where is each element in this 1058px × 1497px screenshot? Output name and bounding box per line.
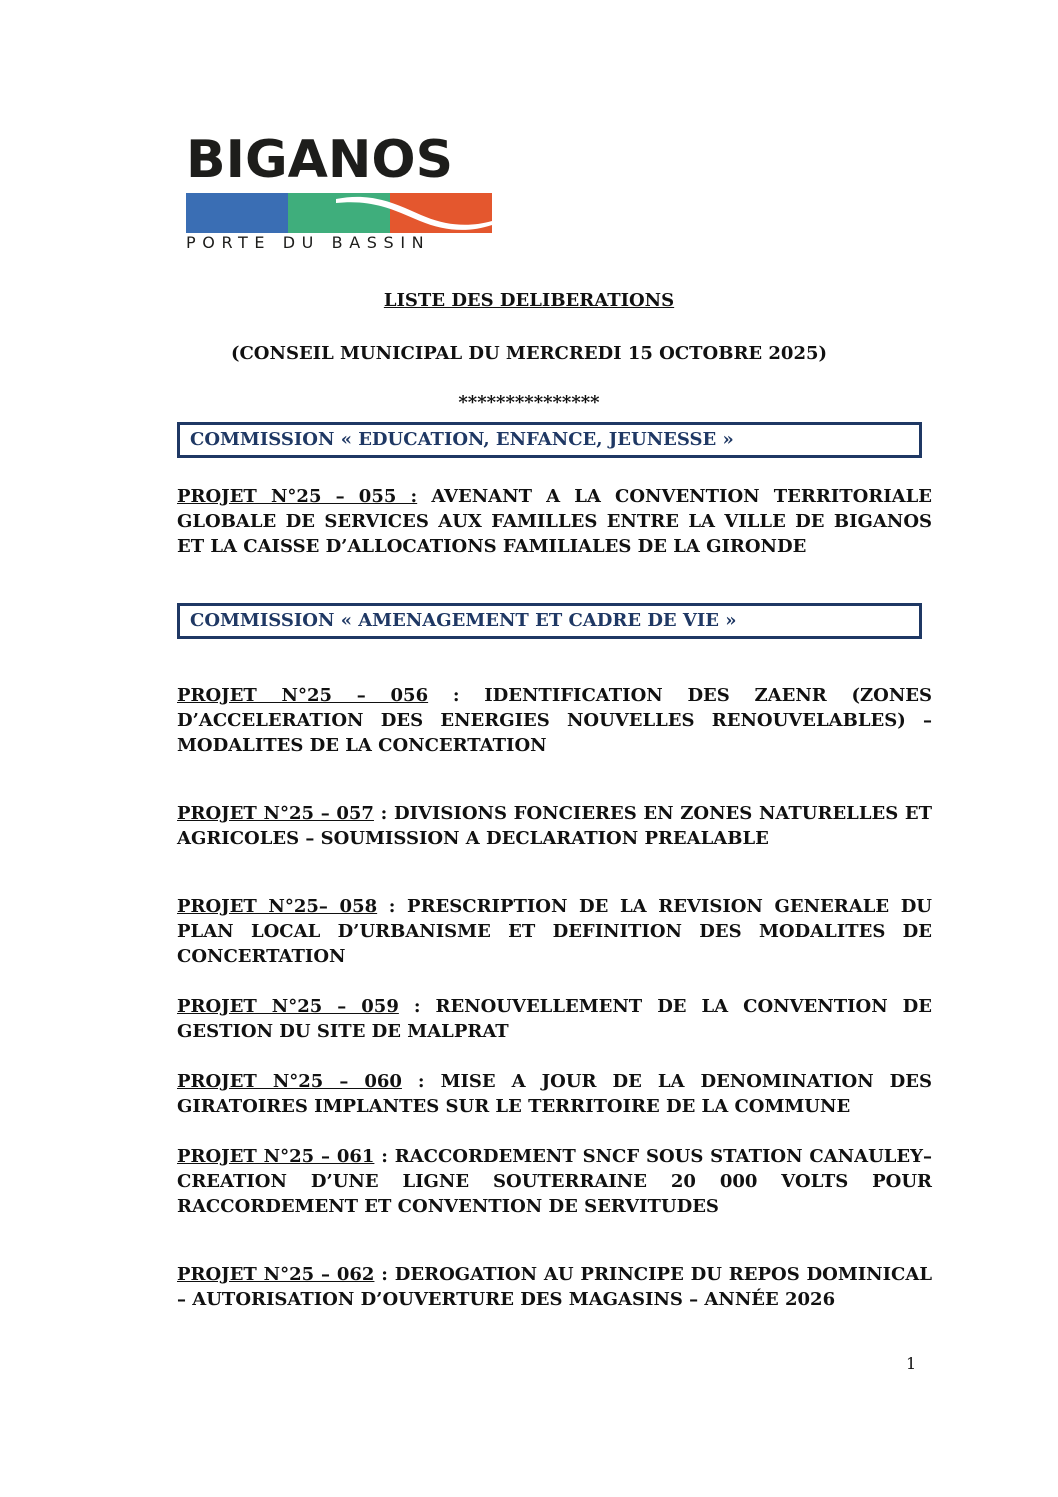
logo-color-band: [186, 193, 492, 233]
document-title: [0, 290, 1058, 311]
projet-number: PROJET N°25 – 062: [177, 1264, 375, 1285]
projet-number: PROJET N°25 – 060: [177, 1071, 402, 1092]
projet-text: : MISE A JOUR DE LA DENOMINATION DES GIRATOIRES IMPLANTES SUR LE TERRITOIRE DE LA COMMUNE: [177, 1071, 932, 1117]
logo-tagline: PORTE DU BASSIN: [186, 233, 431, 252]
logo-wordmark: BIGANOS: [186, 130, 454, 190]
biganos-logo: [186, 130, 494, 252]
projet-056: [177, 683, 932, 758]
separator: ***************: [458, 392, 600, 413]
projet-text: AVENANT A LA CONVENTION TERRITORIALE GLOBALE DE SERVICES AUX FAMILLES ENTRE LA VILLE DE BIGANOS ET LA CAISSE D’ALLOCATIONS FAMILIALES DE LA GIRONDE: [177, 486, 932, 557]
projet-number: PROJET N°25– 058: [177, 896, 378, 917]
commission-amenagement: COMMISSION « AMENAGEMENT ET CADRE DE VIE »: [177, 603, 922, 639]
projet-number: PROJET N°25 – 055 :: [177, 486, 418, 507]
document-subtitle: (CONSEIL MUNICIPAL DU MERCREDI 15 OCTOBRE 2025): [230, 343, 828, 364]
projet-text: : IDENTIFICATION DES ZAENR (ZONES D’ACCELERATION DES ENERGIES NOUVELLES RENOUVELABLES) – MODALITES DE LA CONCERTATION: [177, 685, 932, 756]
projet-057: [177, 801, 932, 851]
document-title-text: LISTE DES DELIBERATIONS: [383, 290, 675, 311]
projet-text: : RENOUVELLEMENT DE LA CONVENTION DE GESTION DU SITE DE MALPRAT: [177, 996, 932, 1042]
commission-education: COMMISSION « EDUCATION, ENFANCE, JEUNESSE »: [177, 422, 922, 458]
projet-text: : RACCORDEMENT SNCF SOUS STATION CANAULEY– CREATION D’UNE LIGNE SOUTERRAINE 20 000 VOLTS POUR RACCORDEMENT ET CONVENTION DE SERVITUDES: [177, 1146, 932, 1217]
projet-060: [177, 1069, 932, 1119]
projet-061: [177, 1144, 932, 1219]
projet-058: [177, 894, 932, 969]
projet-text: : PRESCRIPTION DE LA REVISION GENERALE DU PLAN LOCAL D’URBANISME ET DEFINITION DES MODALITES DE CONCERTATION: [177, 896, 932, 967]
projet-062: [177, 1262, 932, 1312]
page-number: 1: [906, 1354, 917, 1373]
projet-number: PROJET N°25 – 057: [177, 803, 374, 824]
projet-text: : DEROGATION AU PRINCIPE DU REPOS DOMINICAL – AUTORISATION D’OUVERTURE DES MAGASINS – ANNÉE 2026: [177, 1264, 932, 1310]
projet-number: PROJET N°25 – 061: [177, 1146, 375, 1167]
projet-number: PROJET N°25 – 059: [177, 996, 399, 1017]
logo-blue-block: [186, 193, 288, 233]
projet-059: [177, 994, 932, 1044]
projet-055: [177, 484, 932, 559]
projet-number: PROJET N°25 – 056: [177, 685, 429, 706]
projet-text: : DIVISIONS FONCIERES EN ZONES NATURELLES ET AGRICOLES – SOUMISSION A DECLARATION PREALABLE: [177, 803, 933, 849]
